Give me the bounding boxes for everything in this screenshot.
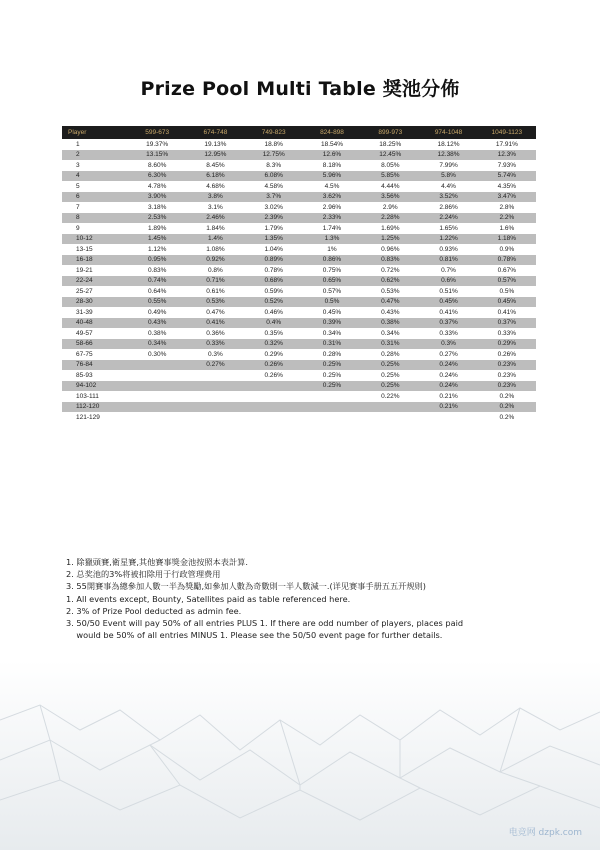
- percentage-cell: 1.89%: [128, 223, 186, 234]
- percentage-cell: 1.35%: [245, 234, 303, 245]
- percentage-cell: 0.41%: [186, 318, 244, 329]
- percentage-cell: 1.79%: [245, 223, 303, 234]
- percentage-cell: 0.24%: [419, 381, 477, 392]
- percentage-cell: 3.7%: [245, 192, 303, 203]
- percentage-cell: 0.74%: [128, 276, 186, 287]
- percentage-cell: [361, 412, 419, 423]
- percentage-cell: 0.26%: [245, 360, 303, 371]
- percentage-cell: 0.3%: [186, 349, 244, 360]
- percentage-cell: 0.27%: [419, 349, 477, 360]
- percentage-cell: [245, 412, 303, 423]
- percentage-cell: 3.47%: [478, 192, 536, 203]
- percentage-cell: 0.65%: [303, 276, 361, 287]
- percentage-cell: 0.8%: [186, 265, 244, 276]
- percentage-cell: 12.95%: [186, 150, 244, 161]
- percentage-cell: 0.45%: [478, 297, 536, 308]
- table-row: [62, 297, 536, 308]
- percentage-cell: 0.28%: [361, 349, 419, 360]
- percentage-cell: 0.25%: [303, 381, 361, 392]
- percentage-cell: 0.31%: [303, 339, 361, 350]
- table-row: [62, 360, 536, 371]
- percentage-cell: 0.61%: [186, 286, 244, 297]
- percentage-cell: 4.58%: [245, 181, 303, 192]
- percentage-cell: 0.67%: [478, 265, 536, 276]
- percentage-cell: [245, 402, 303, 413]
- player-position-cell: 94-102: [62, 381, 128, 392]
- percentage-cell: [128, 360, 186, 371]
- decorative-background: [0, 660, 600, 850]
- percentage-cell: 8.45%: [186, 160, 244, 171]
- percentage-cell: 0.35%: [245, 328, 303, 339]
- header-range: 824-898: [303, 126, 361, 139]
- percentage-cell: 0.53%: [186, 297, 244, 308]
- percentage-cell: [186, 412, 244, 423]
- note-line: 2. 总奖池的3%将被扣除用于行政管理费用: [66, 569, 221, 580]
- player-position-cell: 121-129: [62, 412, 128, 423]
- percentage-cell: 0.49%: [128, 307, 186, 318]
- percentage-cell: 0.53%: [361, 286, 419, 297]
- percentage-cell: 4.44%: [361, 181, 419, 192]
- percentage-cell: 13.15%: [128, 150, 186, 161]
- player-position-cell: 76-84: [62, 360, 128, 371]
- percentage-cell: 0.55%: [128, 297, 186, 308]
- percentage-cell: 0.47%: [361, 297, 419, 308]
- percentage-cell: 5.8%: [419, 171, 477, 182]
- percentage-cell: 18.54%: [303, 139, 361, 150]
- header-range: 674-748: [186, 126, 244, 139]
- table-row: [62, 202, 536, 213]
- percentage-cell: 12.75%: [245, 150, 303, 161]
- header-range: 599-673: [128, 126, 186, 139]
- percentage-cell: [303, 402, 361, 413]
- percentage-cell: 1.3%: [303, 234, 361, 245]
- table-row: [62, 286, 536, 297]
- player-position-cell: 16-18: [62, 255, 128, 266]
- percentage-cell: 18.25%: [361, 139, 419, 150]
- player-position-cell: 2: [62, 150, 128, 161]
- percentage-cell: 7.93%: [478, 160, 536, 171]
- percentage-cell: 3.8%: [186, 192, 244, 203]
- percentage-cell: 0.45%: [419, 297, 477, 308]
- watermark-text: 电竞网 dzpk.com: [508, 828, 582, 838]
- table-row: [62, 171, 536, 182]
- percentage-cell: [186, 381, 244, 392]
- percentage-cell: 0.4%: [245, 318, 303, 329]
- percentage-cell: 0.23%: [478, 381, 536, 392]
- percentage-cell: [128, 381, 186, 392]
- percentage-cell: 0.41%: [478, 307, 536, 318]
- percentage-cell: 0.92%: [186, 255, 244, 266]
- percentage-cell: 0.95%: [128, 255, 186, 266]
- header-row: [62, 126, 536, 139]
- percentage-cell: 0.93%: [419, 244, 477, 255]
- percentage-cell: 0.30%: [128, 349, 186, 360]
- note-line: 1. 除獵頭賽,衛星賽,其他賽事獎金池按照本表計算.: [66, 557, 248, 567]
- percentage-cell: [186, 402, 244, 413]
- table-header: [62, 126, 536, 139]
- percentage-cell: 1.6%: [478, 223, 536, 234]
- percentage-cell: 0.38%: [361, 318, 419, 329]
- header-range: 1049-1123: [478, 126, 536, 139]
- percentage-cell: [361, 402, 419, 413]
- header-range: 899-973: [361, 126, 419, 139]
- player-position-cell: 6: [62, 192, 128, 203]
- percentage-cell: 0.51%: [419, 286, 477, 297]
- player-position-cell: 85-93: [62, 370, 128, 381]
- percentage-cell: 0.34%: [361, 328, 419, 339]
- note-line: 2. 3% of Prize Pool deducted as admin fee.: [66, 605, 242, 616]
- percentage-cell: 0.78%: [478, 255, 536, 266]
- percentage-cell: 0.57%: [478, 276, 536, 287]
- percentage-cell: 0.37%: [419, 318, 477, 329]
- percentage-cell: 2.53%: [128, 213, 186, 224]
- percentage-cell: 0.37%: [478, 318, 536, 329]
- player-position-cell: 7: [62, 202, 128, 213]
- percentage-cell: 0.96%: [361, 244, 419, 255]
- percentage-cell: 0.24%: [419, 370, 477, 381]
- percentage-cell: 1.45%: [128, 234, 186, 245]
- table-row: [62, 160, 536, 171]
- player-position-cell: 10-12: [62, 234, 128, 245]
- percentage-cell: 8.05%: [361, 160, 419, 171]
- percentage-cell: 1.04%: [245, 244, 303, 255]
- percentage-cell: 1.12%: [128, 244, 186, 255]
- table-row: [62, 349, 536, 360]
- table-row: [62, 339, 536, 350]
- percentage-cell: 1.69%: [361, 223, 419, 234]
- percentage-cell: 3.1%: [186, 202, 244, 213]
- note-line: would be 50% of all entries MINUS 1. Please see the 50/50 event page for further details.: [66, 630, 443, 641]
- percentage-cell: 2.86%: [419, 202, 477, 213]
- table-body: [62, 139, 536, 423]
- player-position-cell: 40-48: [62, 318, 128, 329]
- table-row: [62, 328, 536, 339]
- percentage-cell: 0.89%: [245, 255, 303, 266]
- percentage-cell: 0.68%: [245, 276, 303, 287]
- percentage-cell: 0.23%: [478, 370, 536, 381]
- player-position-cell: 28-30: [62, 297, 128, 308]
- percentage-cell: 0.57%: [303, 286, 361, 297]
- percentage-cell: 0.83%: [128, 265, 186, 276]
- percentage-cell: 0.21%: [419, 391, 477, 402]
- percentage-cell: 17.91%: [478, 139, 536, 150]
- table-row: [62, 139, 536, 150]
- percentage-cell: 1%: [303, 244, 361, 255]
- header-range: 749-823: [245, 126, 303, 139]
- percentage-cell: 0.41%: [419, 307, 477, 318]
- table-row: [62, 276, 536, 287]
- percentage-cell: 4.68%: [186, 181, 244, 192]
- percentage-cell: 0.3%: [419, 339, 477, 350]
- percentage-cell: [128, 402, 186, 413]
- table-row: [62, 307, 536, 318]
- percentage-cell: 1.74%: [303, 223, 361, 234]
- percentage-cell: 1.25%: [361, 234, 419, 245]
- percentage-cell: 2.33%: [303, 213, 361, 224]
- percentage-cell: 6.30%: [128, 171, 186, 182]
- percentage-cell: 3.18%: [128, 202, 186, 213]
- note-line: 3. 50/50 Event will pay 50% of all entries PLUS 1. If there are odd number of players, places paid: [66, 618, 464, 629]
- percentage-cell: 0.43%: [361, 307, 419, 318]
- player-position-cell: 19-21: [62, 265, 128, 276]
- percentage-cell: 0.59%: [245, 286, 303, 297]
- notes-section: [66, 556, 546, 641]
- percentage-cell: 0.39%: [303, 318, 361, 329]
- percentage-cell: 0.33%: [419, 328, 477, 339]
- percentage-cell: 0.62%: [361, 276, 419, 287]
- percentage-cell: 0.25%: [303, 370, 361, 381]
- percentage-cell: 0.26%: [478, 349, 536, 360]
- percentage-cell: 18.12%: [419, 139, 477, 150]
- percentage-cell: [128, 391, 186, 402]
- table-row: [62, 192, 536, 203]
- table-row: [62, 181, 536, 192]
- percentage-cell: 0.21%: [419, 402, 477, 413]
- percentage-cell: 1.08%: [186, 244, 244, 255]
- table-row: [62, 402, 536, 413]
- page-title: Prize Pool Multi Table 奨池分佈: [140, 78, 460, 100]
- percentage-cell: 1.4%: [186, 234, 244, 245]
- percentage-cell: 0.75%: [303, 265, 361, 276]
- table-row: [62, 265, 536, 276]
- percentage-cell: 3.62%: [303, 192, 361, 203]
- percentage-cell: 0.25%: [361, 370, 419, 381]
- percentage-cell: 3.56%: [361, 192, 419, 203]
- player-position-cell: 8: [62, 213, 128, 224]
- percentage-cell: 0.24%: [419, 360, 477, 371]
- percentage-cell: 2.39%: [245, 213, 303, 224]
- percentage-cell: 0.34%: [128, 339, 186, 350]
- percentage-cell: 0.64%: [128, 286, 186, 297]
- table-row: [62, 244, 536, 255]
- percentage-cell: [245, 391, 303, 402]
- percentage-cell: 1.18%: [478, 234, 536, 245]
- percentage-cell: 19.13%: [186, 139, 244, 150]
- percentage-cell: 0.47%: [186, 307, 244, 318]
- percentage-cell: 0.72%: [361, 265, 419, 276]
- percentage-cell: 0.36%: [186, 328, 244, 339]
- percentage-cell: 18.8%: [245, 139, 303, 150]
- table-row: [62, 318, 536, 329]
- percentage-cell: 2.46%: [186, 213, 244, 224]
- percentage-cell: 0.86%: [303, 255, 361, 266]
- percentage-cell: 1.65%: [419, 223, 477, 234]
- percentage-cell: 0.25%: [303, 360, 361, 371]
- header-player: Player: [62, 126, 128, 139]
- player-position-cell: 58-66: [62, 339, 128, 350]
- percentage-cell: 2.24%: [419, 213, 477, 224]
- percentage-cell: 0.7%: [419, 265, 477, 276]
- player-position-cell: 9: [62, 223, 128, 234]
- percentage-cell: 8.60%: [128, 160, 186, 171]
- player-position-cell: 13-15: [62, 244, 128, 255]
- table-row: [62, 391, 536, 402]
- percentage-cell: 0.81%: [419, 255, 477, 266]
- player-position-cell: 49-57: [62, 328, 128, 339]
- percentage-cell: 0.5%: [478, 286, 536, 297]
- percentage-cell: 0.5%: [303, 297, 361, 308]
- percentage-cell: 0.2%: [478, 402, 536, 413]
- percentage-cell: 0.2%: [478, 412, 536, 423]
- player-position-cell: 5: [62, 181, 128, 192]
- percentage-cell: 2.2%: [478, 213, 536, 224]
- percentage-cell: 0.6%: [419, 276, 477, 287]
- percentage-cell: 0.78%: [245, 265, 303, 276]
- prize-pool-table: [62, 126, 536, 423]
- percentage-cell: 0.22%: [361, 391, 419, 402]
- percentage-cell: 0.43%: [128, 318, 186, 329]
- percentage-cell: 5.96%: [303, 171, 361, 182]
- percentage-cell: 0.45%: [303, 307, 361, 318]
- note-line: 1. All events except, Bounty, Satellites paid as table referenced here.: [66, 593, 351, 604]
- percentage-cell: 0.25%: [361, 360, 419, 371]
- percentage-cell: 8.18%: [303, 160, 361, 171]
- table-row: [62, 370, 536, 381]
- percentage-cell: 12.38%: [419, 150, 477, 161]
- percentage-cell: [303, 391, 361, 402]
- percentage-cell: [128, 370, 186, 381]
- percentage-cell: 5.74%: [478, 171, 536, 182]
- percentage-cell: 0.83%: [361, 255, 419, 266]
- percentage-cell: 2.96%: [303, 202, 361, 213]
- table-row: [62, 234, 536, 245]
- percentage-cell: 4.5%: [303, 181, 361, 192]
- percentage-cell: 0.29%: [245, 349, 303, 360]
- percentage-cell: [419, 412, 477, 423]
- percentage-cell: 2.8%: [478, 202, 536, 213]
- percentage-cell: [186, 370, 244, 381]
- player-position-cell: 25-27: [62, 286, 128, 297]
- percentage-cell: 4.78%: [128, 181, 186, 192]
- percentage-cell: 0.52%: [245, 297, 303, 308]
- percentage-cell: 1.84%: [186, 223, 244, 234]
- percentage-cell: 8.3%: [245, 160, 303, 171]
- percentage-cell: 0.23%: [478, 360, 536, 371]
- table-row: [62, 255, 536, 266]
- percentage-cell: 0.27%: [186, 360, 244, 371]
- percentage-cell: 0.25%: [361, 381, 419, 392]
- table-row: [62, 381, 536, 392]
- percentage-cell: 12.45%: [361, 150, 419, 161]
- player-position-cell: 3: [62, 160, 128, 171]
- player-position-cell: 31-39: [62, 307, 128, 318]
- player-position-cell: 112-120: [62, 402, 128, 413]
- header-range: 974-1048: [419, 126, 477, 139]
- table-row: [62, 223, 536, 234]
- percentage-cell: 0.34%: [303, 328, 361, 339]
- percentage-cell: 0.29%: [478, 339, 536, 350]
- percentage-cell: 0.26%: [245, 370, 303, 381]
- percentage-cell: 0.33%: [186, 339, 244, 350]
- percentage-cell: [245, 381, 303, 392]
- percentage-cell: 3.52%: [419, 192, 477, 203]
- percentage-cell: 6.08%: [245, 171, 303, 182]
- player-position-cell: 22-24: [62, 276, 128, 287]
- percentage-cell: 2.28%: [361, 213, 419, 224]
- player-position-cell: 1: [62, 139, 128, 150]
- table-row: [62, 213, 536, 224]
- percentage-cell: 12.6%: [303, 150, 361, 161]
- percentage-cell: 0.38%: [128, 328, 186, 339]
- percentage-cell: 0.33%: [478, 328, 536, 339]
- player-position-cell: 4: [62, 171, 128, 182]
- percentage-cell: 0.32%: [245, 339, 303, 350]
- percentage-cell: 0.31%: [361, 339, 419, 350]
- percentage-cell: 4.4%: [419, 181, 477, 192]
- percentage-cell: 19.37%: [128, 139, 186, 150]
- percentage-cell: 4.35%: [478, 181, 536, 192]
- percentage-cell: 5.85%: [361, 171, 419, 182]
- percentage-cell: 1.22%: [419, 234, 477, 245]
- player-position-cell: 103-111: [62, 391, 128, 402]
- table-row: [62, 150, 536, 161]
- percentage-cell: 0.2%: [478, 391, 536, 402]
- percentage-cell: 12.3%: [478, 150, 536, 161]
- table-row: [62, 412, 536, 423]
- note-line: 3. 55開賽事為總參加人數一半為獎勵,如參加人數為奇數則一半人數減一.(详见赛事手册五五开规则): [66, 581, 426, 592]
- player-position-cell: 67-75: [62, 349, 128, 360]
- percentage-cell: 0.46%: [245, 307, 303, 318]
- percentage-cell: 0.71%: [186, 276, 244, 287]
- percentage-cell: [303, 412, 361, 423]
- percentage-cell: 0.28%: [303, 349, 361, 360]
- percentage-cell: 7.99%: [419, 160, 477, 171]
- percentage-cell: 3.02%: [245, 202, 303, 213]
- percentage-cell: 0.9%: [478, 244, 536, 255]
- percentage-cell: 3.90%: [128, 192, 186, 203]
- percentage-cell: 6.18%: [186, 171, 244, 182]
- percentage-cell: [186, 391, 244, 402]
- percentage-cell: 2.9%: [361, 202, 419, 213]
- percentage-cell: [128, 412, 186, 423]
